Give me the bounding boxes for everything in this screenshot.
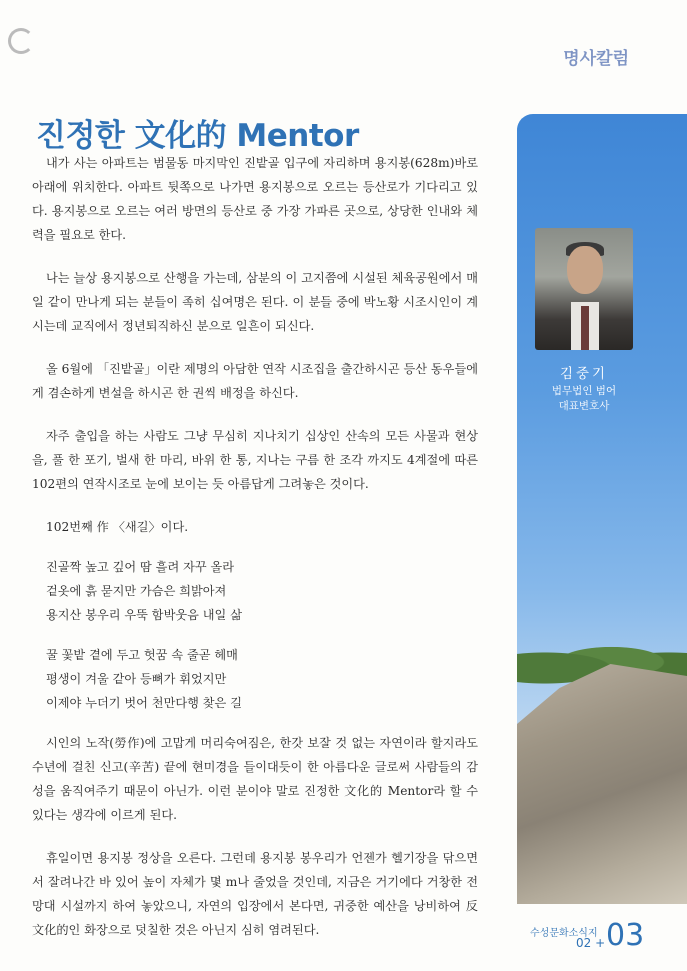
poem-line: 평생이 겨울 같아 등뼈가 휘었지만 xyxy=(46,672,227,686)
poem-stanza-2 xyxy=(46,643,478,715)
paragraph-4: 자주 출입을 하는 사람도 그냥 무심히 지나치기 십상인 산속의 모든 사물과 현상을, 풀 한 포기, 벌새 한 마리, 바위 한 통, 지나는 구름 한 조각 까지도 4계절에 따른 102편의 연작시조로 눈에 보이는 듯 아름답게 그려놓은 것이다. xyxy=(32,429,478,491)
poem-line: 꿀 꽃밭 곁에 두고 헛꿈 속 줄곧 헤매 xyxy=(46,648,238,662)
poem-line: 용지산 봉우리 우뚝 함박웃음 내일 삶 xyxy=(46,608,242,622)
author-sidebar xyxy=(517,114,687,904)
author-firm: 법무법인 범어 xyxy=(551,385,617,397)
binder-ring-decoration xyxy=(8,28,34,54)
article-body xyxy=(32,151,478,961)
paragraph-2: 나는 늘상 용지봉으로 산행을 가는데, 삼분의 이 고지쯤에 시설된 체육공원에서 매일 같이 만나게 되는 분들이 족히 십여명은 된다. 이 분들 중에 박노황 시조시인이 계시는데 교직에서 정년퇴직하신 분으로 일흔이 되신다. xyxy=(32,271,478,333)
author-photo xyxy=(535,228,633,350)
page-number-small: 02 + xyxy=(576,936,606,950)
poem-line: 진골짝 높고 깊어 땀 흘려 자꾸 올라 xyxy=(46,560,235,574)
paragraph-5: 시인의 노작(勞作)에 고맙게 머리숙여짐은, 한갓 보잘 것 없는 자연이라 할지라도 수년에 걸친 신고(辛苦) 끝에 현미경을 들이대듯이 한 아름다운 글로써 사람들의 감성을 움직여주기 때문이 아닌가. 이런 분이야 말로 진정한 文化的 Mentor라 할 수 있다는 생각에 이르게 된다. xyxy=(32,736,478,822)
paragraph-3: 올 6월에 「진밭골」이란 제명의 아담한 연작 시조집을 출간하시곤 등산 동우들에게 겸손하게 변설을 하시곤 한 권씩 배정을 하신다. xyxy=(32,362,478,400)
page-number-large: 03 xyxy=(606,918,645,953)
author-role xyxy=(517,384,651,414)
magazine-name: 수성문화소식지 xyxy=(530,928,598,939)
article-title: 진정한 文化的 Mentor xyxy=(36,118,359,154)
paragraph-6: 휴일이면 용지봉 정상을 오른다. 그런데 용지봉 봉우리가 언젠가 헬기장을 닦으면서 잘려나간 바 있어 높이 자체가 몇 m나 줄었을 것인데, 지금은 거기에다 거창한 전망대 시설까지 하여 놓았으니, 자연의 입장에서 본다면, 귀중한 예산을 낭비하여 反文化的인 화장으로 덧칠한 것은 아닌지 심히 염려된다. xyxy=(32,851,478,937)
paragraph-1: 내가 사는 아파트는 범물동 마지막인 진밭골 입구에 자리하며 용지봉(628m)바로 아래에 위치한다. 아파트 뒷쪽으로 나가면 용지봉으로 오르는 등산로가 기다리고 있다. 용지봉으로 오르는 여러 방면의 등산로 중 가장 가파른 곳으로, 상당한 인내와 체력을 필요로 한다. xyxy=(32,156,478,242)
author-name: 김중기 xyxy=(559,366,609,382)
poem-line: 겉옷에 흙 묻지만 가슴은 희밝아져 xyxy=(46,584,227,598)
mountain-scenery-image xyxy=(517,624,687,904)
poem-line: 이제야 누더기 벗어 천만다행 찾은 길 xyxy=(46,696,242,710)
section-label: 명사칼럼 xyxy=(563,49,629,69)
poem-stanza-1 xyxy=(46,555,478,627)
author-title: 대표변호사 xyxy=(558,400,610,412)
poem-intro: 102번째 作 〈새길〉이다. xyxy=(46,520,189,534)
